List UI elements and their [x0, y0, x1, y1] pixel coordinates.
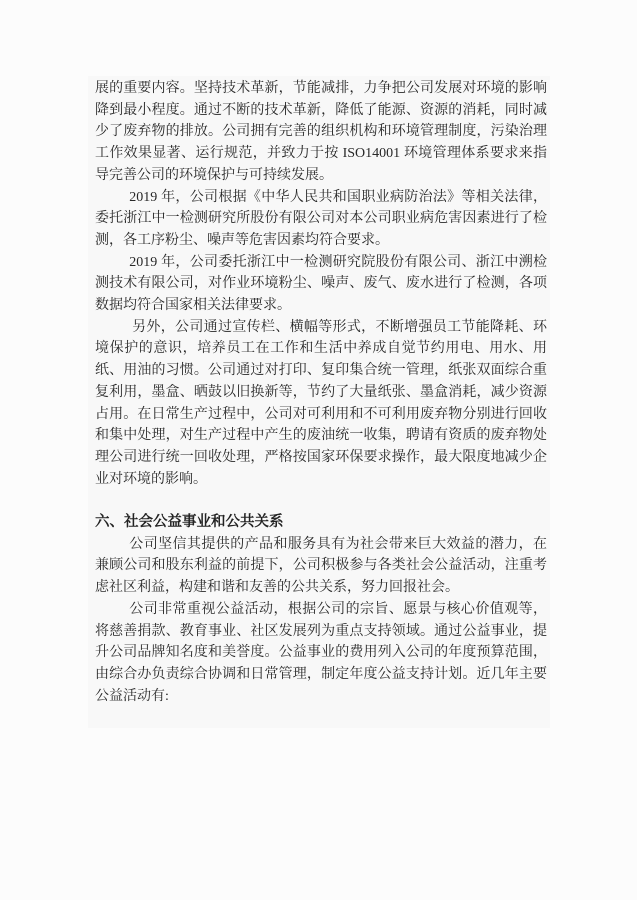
paragraph-resource-saving-and-waste-handling: 另外，公司通过宣传栏、横幅等形式，不断增强员工节能降耗、环境保护的意识，培养员工在工作和生活中养成自觉节约用电、用水、用纸、用油的习惯。公司通过对打印、复印集合统一管理，纸张双面综合重复利用，墨盒、晒鼓以旧换新等，节约了大量纸张、墨盒消耗，减少资源占用。在日常生产过程中，公司对可利用和不可利用废弃物分别进行回收和集中处理，对生产过程中产生的废油统一收集，聘请有资质的废弃物处理公司进行统一回收处理，严格按国家环保要求操作，最大限度地减少企业对环境的影响。: [95, 319, 547, 487]
paragraph-occupational-disease-testing-2019: 2019 年，公司根据《中华人民共和国职业病防治法》等相关法律，委托浙江中一检测研究所股份有限公司对本公司职业病危害因素进行了检测，各工序粉尘、噪声等危害因素均符合要求。: [95, 189, 547, 248]
page-content: [95, 78, 547, 707]
paragraph-welfare-management-and-budget: 公司非常重视公益活动，根据公司的宗旨、愿景与核心价值观等，将慈善捐款、教育事业、社区发展列为重点支持领域。通过公益事业，提升公司品牌知名度和美誉度。公益事业的费用列入公司的年度预算范围，由综合办负责综合协调和日常管理，制定年度公益支持计划。近几年主要公益活动有:: [95, 601, 547, 704]
paragraph-public-welfare-belief: 公司坚信其提供的产品和服务具有为社会带来巨大效益的潜力，在兼顾公司和股东利益的前提下，公司积极参与各类社会公益活动，注重考虑社区利益，构建和谐和友善的公共关系，努力回报社会。: [95, 536, 547, 596]
paragraph-work-environment-testing-2019: 2019 年，公司委托浙江中一检测研究院股份有限公司、浙江中溯检测技术有限公司，对作业环境粉尘、噪声、废气、废水进行了检测，各项数据均符合国家相关法律要求。: [95, 254, 547, 314]
section-heading-public-welfare: 六、社会公益事业和公共关系: [95, 514, 284, 531]
paragraph-environment-continuation: 展的重要内容。坚持技术革新，节能减排，力争把公司发展对环境的影响降到最小程度。通过不断的技术革新，降低了能源、资源的消耗，同时减少了废弃物的排放。公司拥有完善的组织机构和环境管理制度，污染治理工作效果显著、运行规范，并致力于按 ISO14001 环境管理体系要求来指导完善公司的环境保护与可持续发展。: [95, 81, 547, 183]
